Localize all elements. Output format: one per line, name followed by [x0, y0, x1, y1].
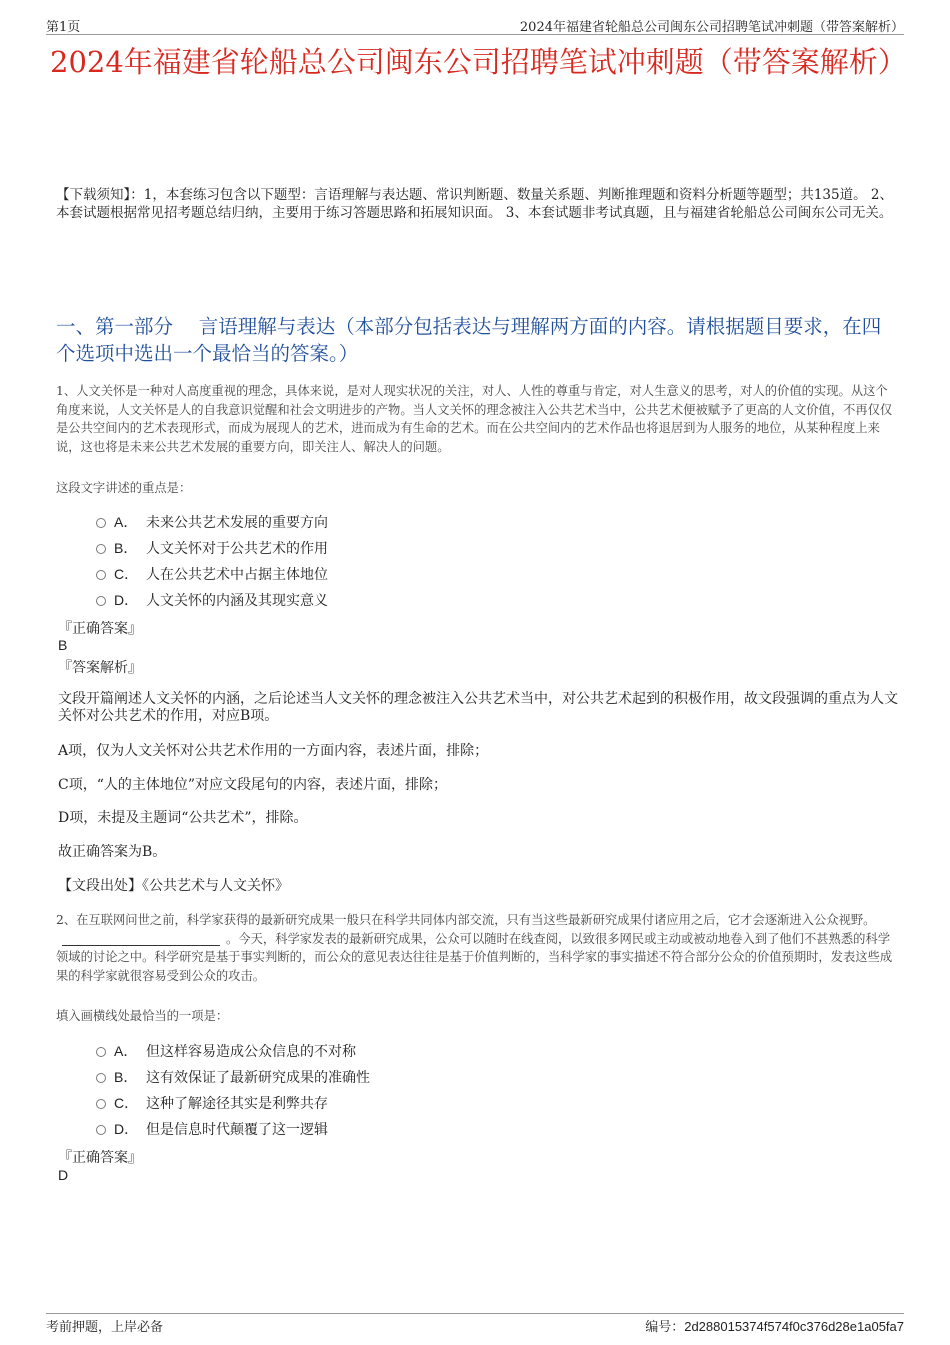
radio-icon[interactable] — [96, 518, 106, 528]
answer-value: D — [58, 1167, 69, 1183]
analysis-label: 『答案解析』 — [58, 660, 142, 676]
option-b[interactable]: B． 这有效保证了最新研究成果的准确性 — [96, 1067, 370, 1087]
page-number: 第1页 — [46, 20, 81, 35]
answer-label: 『正确答案』 — [58, 1150, 142, 1166]
fill-blank — [62, 933, 220, 946]
analysis-conclusion: 故正确答案为B。 — [58, 844, 167, 860]
answer-value: B — [58, 637, 68, 653]
option-a[interactable]: A． 但这样容易造成公众信息的不对称 — [96, 1041, 356, 1061]
footer-slogan: 考前押题，上岸必备 — [46, 1320, 164, 1335]
analysis-line: A项，仅为人文关怀对公共艺术作用的一方面内容，表述片面，排除； — [58, 743, 489, 759]
analysis-line: C项，“人的主体地位”对应文段尾句的内容，表述片面，排除； — [58, 777, 448, 793]
source-citation: 【文段出处】《公共艺术与人文关怀》 — [58, 878, 289, 894]
option-c[interactable]: C． 人在公共艺术中占据主体地位 — [96, 564, 328, 584]
option-b[interactable]: B． 人文关怀对于公共艺术的作用 — [96, 538, 328, 558]
question-2-text: 2、在互联网问世之前，科学家获得的最新研究成果一般只在科学共同体内部交流，只有当这些最新研究成果付诸应用之后，它才会逐渐进入公众视野。。今天，科学家发表的最新研究成果，公众可以随时在线查阅，以致很多网民或主动或被动地卷入到了他们不甚熟悉的科学领域的讨论之中。科学研究是基于事实判断的，而公众的意见表达往往是基于价值判断的，当科学家的事实描述不符合部分公众的价值预期时，发表这些成果的科学家就很容易受到公众的攻击。 — [56, 913, 893, 983]
radio-icon[interactable] — [96, 1047, 106, 1057]
radio-icon[interactable] — [96, 1099, 106, 1109]
radio-icon[interactable] — [96, 1073, 106, 1083]
document-title: 2024年福建省轮船总公司闽东公司招聘笔试冲刺题（带答案解析） — [50, 45, 907, 79]
option-d[interactable]: D． 人文关怀的内涵及其现实意义 — [96, 590, 328, 610]
page-header — [46, 14, 904, 35]
analysis-paragraph: 文段开篇阐述人文关怀的内涵，之后论述当人文关怀的理念被注入公共艺术当中，对公共艺术起到的积极作用，故文段强调的重点为人文关怀对公共艺术的作用，对应B项。 — [58, 691, 898, 724]
section-title: 一、第一部分 言语理解与表达（本部分包括表达与理解两方面的内容。请根据题目要求，在四个选项中选出一个最恰当的答案。） — [56, 315, 882, 365]
footer-code: 编号：2d288015374f574f0c376d28e1a05fa7 — [645, 1319, 904, 1335]
radio-icon[interactable] — [96, 596, 106, 606]
question-1-text: 1、人文关怀是一种对人高度重视的理念，具体来说，是对人现实状况的关注，对人、人性的尊重与肯定，对人生意义的思考，对人的价值的实现。从这个角度来说，人文关怀是人的自我意识觉醒和社会文明进步的产物。当人文关怀的理念被注入公共艺术当中，公共艺术便被赋予了更高的人文价值，不再仅仅是公共空间内的艺术表现形式，而成为展现人的艺术，进而成为有生命的艺术。而在公共空间内的艺术作品也将退居到为人服务的地位，从某种程度上来说，这也将是未来公共艺术发展的重要方向，即关注人、解决人的问题。 — [56, 384, 893, 454]
radio-icon[interactable] — [96, 544, 106, 554]
question-1-prompt: 这段文字讲述的重点是： — [56, 481, 192, 495]
option-c[interactable]: C． 这种了解途径其实是利弊共存 — [96, 1093, 328, 1113]
answer-label: 『正确答案』 — [58, 621, 142, 637]
header-doc-title: 2024年福建省轮船总公司闽东公司招聘笔试冲刺题（带答案解析） — [519, 20, 904, 35]
option-a[interactable]: A． 未来公共艺术发展的重要方向 — [96, 512, 328, 532]
page-footer — [46, 1313, 904, 1335]
radio-icon[interactable] — [96, 1125, 106, 1135]
radio-icon[interactable] — [96, 570, 106, 580]
analysis-line: D项，未提及主题词“公共艺术”，排除。 — [58, 810, 308, 826]
question-2-prompt: 填入画横线处最恰当的一项是： — [56, 1009, 229, 1023]
option-d[interactable]: D． 但是信息时代颠覆了这一逻辑 — [96, 1119, 328, 1139]
download-notice: 【下载须知】：1，本套练习包含以下题型：言语理解与表达题、常识判断题、数量关系题、判断推理题和资料分析题等题型；共135道。 2、本套试题根据常见招考题总结归纳，主要用于练习答题思路和拓展知识面。 3、本套试题非考试真题，且与福建省轮船总公司闽东公司无关。 — [56, 187, 893, 221]
